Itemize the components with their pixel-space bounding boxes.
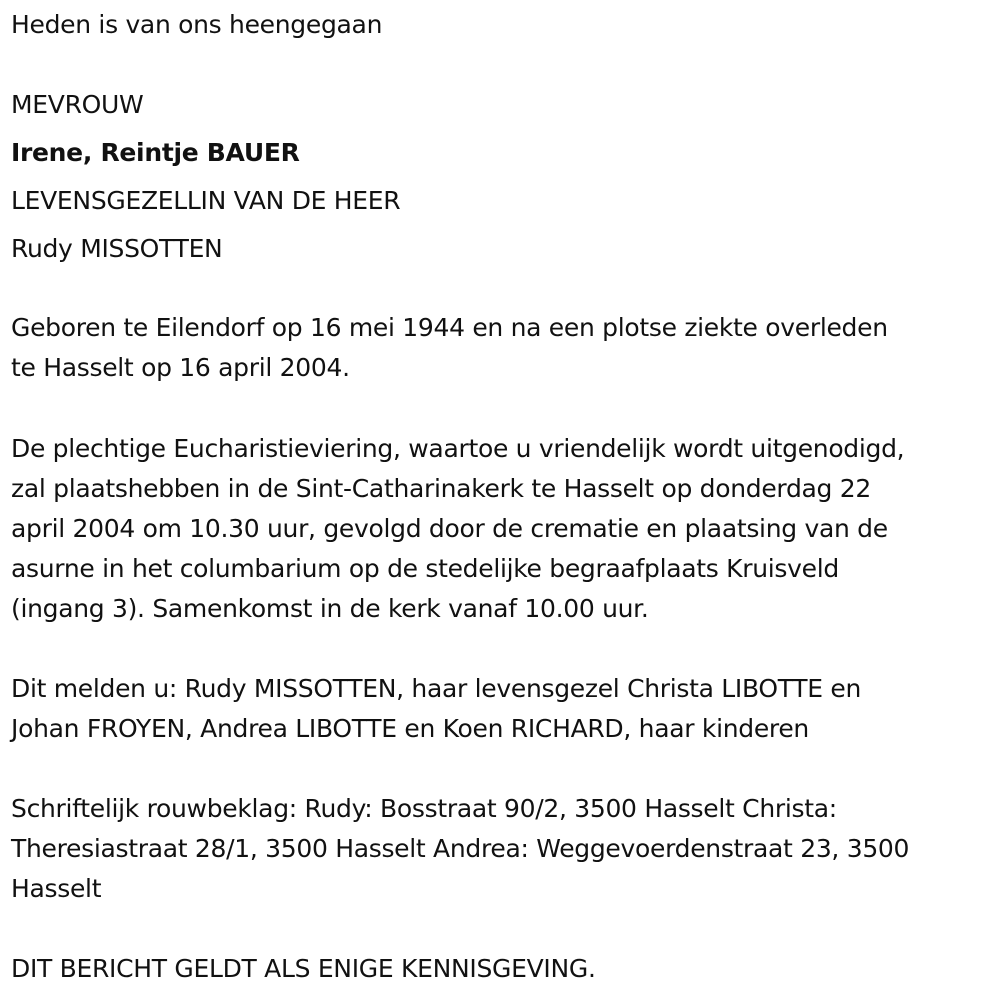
ceremony-line: asurne in het columbarium op de stedelijke begraafplaats Kruisveld	[11, 554, 839, 583]
announced-by-line: Dit melden u: Rudy MISSOTTEN, haar levensgezel Christa LIBOTTE en	[11, 674, 862, 703]
condolences-line: Hasselt	[11, 874, 102, 903]
announced-by-paragraph	[11, 669, 861, 749]
birth-death-line: te Hasselt op 16 april 2004.	[11, 353, 350, 382]
condolences-paragraph	[11, 789, 909, 909]
partner-name: Rudy MISSOTTEN	[11, 234, 223, 263]
ceremony-line: De plechtige Eucharistieviering, waartoe u vriendelijk wordt uitgenodigd,	[11, 434, 905, 463]
birth-death-line: Geboren te Eilendorf op 16 mei 1944 en na een plotse ziekte overleden	[11, 313, 888, 342]
deceased-name: Irene, Reintje BAUER	[11, 138, 300, 167]
condolences-line: Schriftelijk rouwbeklag: Rudy: Bosstraat 90/2, 3500 Hasselt Christa:	[11, 794, 837, 823]
ceremony-line: zal plaatshebben in de Sint-Catharinakerk te Hasselt op donderdag 22	[11, 474, 871, 503]
birth-death-paragraph	[11, 308, 888, 388]
intro-line: Heden is van ons heengegaan	[11, 10, 383, 39]
relation-line: LEVENSGEZELLIN VAN DE HEER	[11, 186, 401, 215]
ceremony-line: april 2004 om 10.30 uur, gevolgd door de crematie en plaatsing van de	[11, 514, 888, 543]
condolences-line: Theresiastraat 28/1, 3500 Hasselt Andrea: Weggevoerdenstraat 23, 3500	[11, 834, 910, 863]
announced-by-line: Johan FROYEN, Andrea LIBOTTE en Koen RICHARD, haar kinderen	[11, 714, 809, 743]
ceremony-paragraph	[11, 429, 904, 629]
ceremony-line: (ingang 3). Samenkomst in de kerk vanaf 10.00 uur.	[11, 594, 649, 623]
closing-line: DIT BERICHT GELDT ALS ENIGE KENNISGEVING.	[11, 954, 596, 983]
title-line: MEVROUW	[11, 90, 144, 119]
